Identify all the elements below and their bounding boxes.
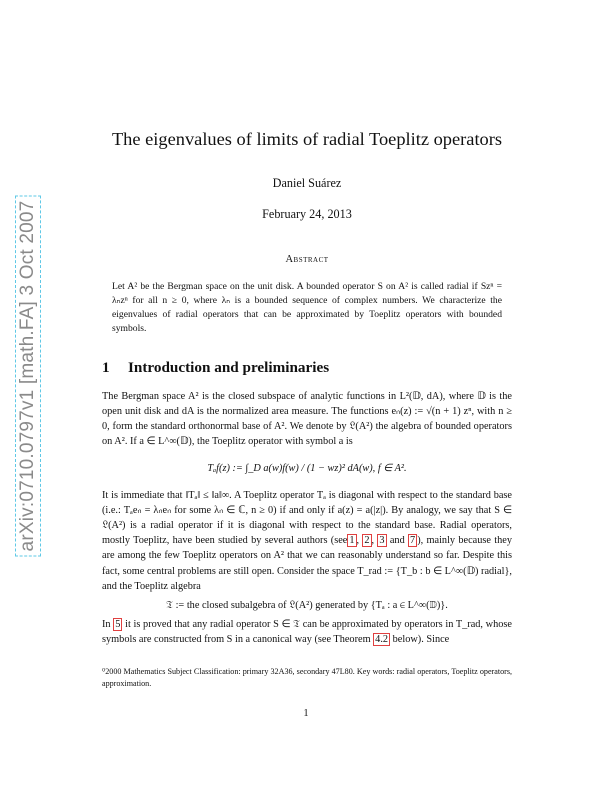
section-title: Introduction and preliminaries [128, 358, 330, 376]
citation-link[interactable]: 1 [349, 535, 355, 547]
citation-link[interactable]: 2 [364, 535, 370, 547]
paragraph-2-text-b: ), mainly because they are among the few Toeplitz operators on A² that we can reasonably understand so far. Despite this fact, some central problems are still open. Consider the space T_rad := {T_b : b ∈ L^∞(𝔻) radial}, and the Toeplitz algebra [102, 535, 512, 592]
paper-title: The eigenvalues of limits of radial Toeplitz operators [111, 129, 503, 149]
paragraph-2-text-a: It is immediate that ‖Tₐ‖ ≤ ‖a‖∞. A Toeplitz operator Tₐ is diagonal with respect to the standard base (i.e.: Tₐeₙ = λₙeₙ for some λₙ ∈ ℂ, n ≥ 0) if and only if a(z) = a(|z|). By analogy, we say that S ∈ 𝔏(A²) is a radial operator if it is diagonal with respect to the standard base. Radial operators, mostly Toeplitz, have been studied by several authors (see [102, 489, 512, 547]
paragraph-3-mid: it is proved that any radial operator S ∈ 𝔗 can be approximated by operators in T_rad, whose symbols are constructed from S in a canonical way (see Theorem [102, 619, 512, 646]
date: February 24, 2013 [262, 207, 352, 222]
paragraph-3-post: below). Since [390, 634, 450, 646]
equation-toeplitz-algebra: 𝔗 := the closed subalgebra of 𝔏(A²) generated by {Tₐ : a ∈ L^∞(𝔻)}. [166, 600, 448, 612]
section-heading [102, 360, 512, 375]
paragraph-3-pre: In [102, 619, 114, 631]
theorem-link[interactable]: 4.2 [375, 634, 389, 646]
arxiv-stamp [14, 186, 42, 566]
equation-toeplitz: Tₐf(z) := ∫_D a(w)f(w) / (1 − wz)² dA(w), f ∈ A². [207, 462, 407, 474]
abstract-heading: Abstract [285, 254, 329, 266]
author: Daniel Suárez [272, 176, 342, 190]
page-number: 1 [303, 708, 309, 719]
abstract-text: Let A² be the Bergman space on the unit disk. A bounded operator S on A² is called radial if Szⁿ = λₙzⁿ for all n ≥ 0, where λₙ is a bounded sequence of complex numbers. We characterize the eigenvalues of radial operators that can be approximated by Toeplitz operators with bounded symbols. [112, 280, 502, 334]
arxiv-stamp-text[interactable]: arXiv:0710.0797v1 [math.FA] 3 Oct 2007 [15, 196, 41, 557]
citation-link[interactable]: 7 [410, 535, 416, 547]
footnote: ⁰2000 Mathematics Subject Classification: primary 32A36, secondary 47L80. Key words: radial operators, Toeplitz operators, approximation. [102, 667, 512, 688]
citation-link[interactable]: 5 [115, 619, 121, 631]
section-number: 1 [102, 358, 110, 376]
paragraph-2: It is immediate that ‖Tₐ‖ ≤ ‖a‖∞. A Toeplitz operator Tₐ is diagonal with respect to the standard base (i.e.: Tₐeₙ = λₙeₙ for some λₙ ∈ ℂ, n ≥ 0) if and only if a(z) = a(|z|). By analogy, we say that S ∈ 𝔏(A²) is a radial operator if it is diagonal with respect to the standard base. Radial operators, mostly Toeplitz, have been studied by several authors (see 1 , 2 , 3 and 7 ), mainly because they are among the few Toeplitz operators on A² that we can reasonably understand so far. Despite this fact, some central problems are still open. Consider the space T_rad := {T_b : b ∈ L^∞(𝔻) radial}, and the Toeplitz algebra [102, 489, 512, 592]
paper-body [102, 128, 512, 648]
citation-link[interactable]: 3 [379, 535, 385, 547]
paragraph-1: The Bergman space A² is the closed subspace of analytic functions in L²(𝔻, dA), where 𝔻 is the open unit disk and dA is the normalized area measure. The functions eₙ(z) := √(n + 1) zⁿ, with n ≥ 0, form the standard orthonormal base of A². We denote by 𝔏(A²) the algebra of bounded operators on A². If a ∈ L^∞(𝔻), the Toeplitz operator with symbol a is [102, 390, 512, 448]
paragraph-3 [102, 617, 512, 647]
